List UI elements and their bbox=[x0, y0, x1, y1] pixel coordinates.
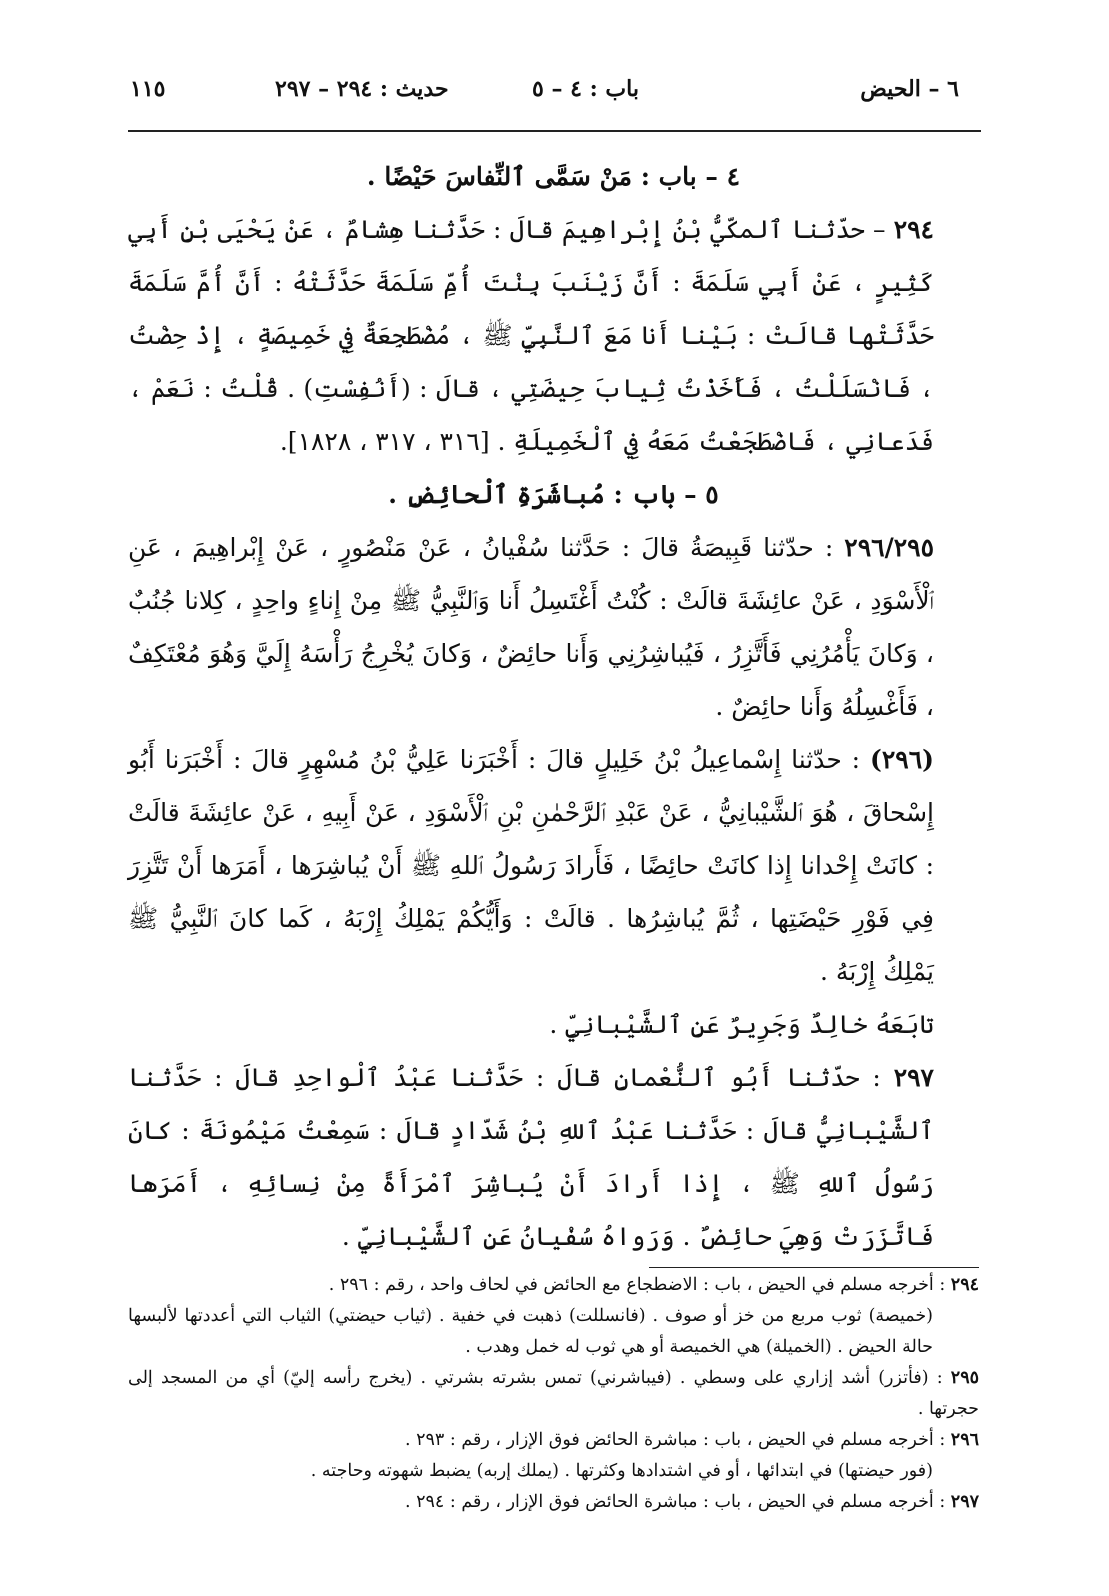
hadith-295-number: ٢٩٦/٢٩٥ bbox=[844, 533, 934, 562]
footnote-295-text: : (فأتزر) أشد إزاري على وسطي . (فيباشرني) تمس بشرته بشرتي . (يخرج رأسه إليّ) أي من المسجد إلى حجرتها . bbox=[128, 1368, 979, 1419]
footnote-297-text: : أخرجه مسلم في الحيض ، باب : مباشرة الحائض فوق الإزار ، رقم : ٢٩٤ . bbox=[404, 1492, 946, 1512]
hadith-296-follow: تابَعَهُ خالِدٌ وَجَرِيرٌ عَنِ ٱلشَّيْبانِيِّ . bbox=[549, 1010, 934, 1039]
hadith-296-text: : حدّثنا إِسْماعِيلُ بْنُ خَلِيلٍ قالَ : أَخْبَرَنا عَلِيُّ بْنُ مُسْهِرٍ قالَ : أَخْبَرَنا أَبُو إِسْحاقَ ، هُوَ ٱلشَّيْبانِيُّ ، عَنْ عَبْدِ ٱلرَّحْمٰنِ بْنِ ٱلْأَسْوَدِ ، عَنْ أَبِيهِ ، عَنْ عائِشَةَ قالَتْ : كانَتْ إِحْدانا إِذا كانَتْ حائِضًا ، فَأَرادَ رَسُولُ ٱللهِ ﷺ أَنْ يُباشِرَها ، أَمَرَها أَنْ تَتَّزِرَ فِي فَوْرِ حَيْضَتِها ، ثُمَّ يُباشِرُها . قالَتْ : وَأَيُّكُمْ يَمْلِكُ إِرْبَهُ ، كَما كانَ ٱلنَّبِيُّ ﷺ يَمْلِكُ إِرْبَهُ . bbox=[128, 745, 934, 986]
hadith-296 bbox=[128, 733, 979, 998]
footnote-294-gloss: (خميصة) ثوب مربع من خز أو صوف . (فانسللت) ذهبت في خفية . (ثياب حيضتي) الثياب التي أعددتها لألبسها حالة الحيض . (الخميلة) هي الخميصة أو هي ثوب له خمل وهدب . bbox=[128, 1306, 933, 1357]
page-number: ١١٥ bbox=[130, 76, 166, 102]
footnote-296-number: ٢٩٦ bbox=[950, 1430, 979, 1450]
footnote-rule bbox=[649, 1267, 979, 1268]
footnote-294 bbox=[128, 1270, 979, 1301]
page-body bbox=[128, 150, 979, 1518]
bab-range: باب : ٤ – ٥ bbox=[532, 76, 639, 102]
footnote-297-number: ٢٩٧ bbox=[950, 1492, 979, 1512]
hadith-294-number: ٢٩٤ bbox=[893, 215, 934, 244]
footnote-294-text: : أخرجه مسلم في الحيض ، باب : الاضطجاع مع الحائض في لحاف واحد ، رقم : ٢٩٦ . bbox=[328, 1275, 946, 1295]
hadith-294-text: – حدّثنا ٱلمكّيُّ بْنُ إِبْراهِيمَ قالَ : حَدَّثنا هِشامٌ ، عَنْ يَحْيَى بْنِ أَبِي كَثِيرٍ ، عَنْ أَبِي سَلَمَةَ : أَنَّ زَيْنَبَ بِنْتَ أُمِّ سَلَمَةَ حَدَّثَتْهُ : أَنَّ أُمَّ سَلَمَةَ حَدَّثَتْها قالَتْ : بَيْنا أَنا مَعَ ٱلنَّبِيِّ ﷺ ، مُضْطَجِعَةٌ فِي خَمِيصَةٍ ، إِذْ حِضْتُ ، فَانْسَلَلْتُ ، فَأَخَذْتُ ثِيابَ حِيضَتِي ، قالَ : (أَنُفِسْتِ) . قُلْتُ : نَعَمْ ، فَدَعانِي ، فَاضْطَجَعْتُ مَعَهُ فِي ٱلْخَمِيلَةِ . [٣١٦ ، ٣١٧ ، ١٨٢٨]. bbox=[128, 215, 934, 456]
footnote-295 bbox=[128, 1363, 979, 1425]
footnotes bbox=[128, 1270, 979, 1518]
hadith-297-number: ٢٩٧ bbox=[893, 1063, 934, 1092]
chapter-title: ٦ – الحيض bbox=[860, 76, 959, 102]
footnote-296 bbox=[128, 1425, 979, 1456]
bab-4-title: ٤ – باب : مَنْ سَمَّى ٱلنِّفاسَ حَيْضًا . bbox=[366, 162, 741, 191]
hadith-297-text: : حدّثنا أَبُو ٱلنُّعْمانِ قالَ : حَدَّثنا عَبْدُ ٱلْواحِدِ قالَ : حَدَّثنا ٱلشَّيْبانِيُّ قالَ : حَدَّثنا عَبْدُ ٱللهِ بْنُ شَدّادٍ قالَ : سَمِعْتُ مَيْمُونَةَ : كانَ رَسُولُ ٱللهِ ﷺ ، إِذا أَرادَ أَنْ يُباشِرَ ٱمْرَأَةً مِنْ نِسائِهِ ، أَمَرَها فَاتَّزَرَتْ وَهِيَ حائِضٌ . وَرَواهُ سُفْيانُ عَنِ ٱلشَّيْبانِيِّ . bbox=[128, 1063, 934, 1251]
hadith-297 bbox=[128, 1051, 979, 1263]
running-header bbox=[130, 76, 979, 116]
footnote-294-number: ٢٩٤ bbox=[950, 1275, 979, 1295]
bab-5-title: ٥ – باب : مُباشَرَةِ ٱلْحائِضِ . bbox=[388, 480, 719, 509]
hadith-294 bbox=[128, 203, 979, 468]
footnote-296-gloss: (فور حيضتها) في ابتدائها ، أو في اشتدادها وكثرتها . (يملك إربه) يضبط شهوته وحاجته . bbox=[310, 1461, 933, 1481]
footnote-295-number: ٢٩٥ bbox=[950, 1368, 979, 1388]
hadith-296-number: (٢٩٦) bbox=[870, 745, 934, 774]
header-rule bbox=[128, 130, 981, 132]
hadith-295 bbox=[128, 521, 979, 733]
hadith-295-text: : حدّثنا قَبِيصَةُ قالَ : حَدَّثنا سُفْيانُ ، عَنْ مَنْصُورٍ ، عَنْ إِبْراهِيمَ ، عَنِ ٱلْأَسْوَدِ ، عَنْ عائِشَةَ قالَتْ : كُنْتُ أَغْتَسِلُ أَنا وَٱلنَّبِيُّ ﷺ مِنْ إِناءٍ واحِدٍ ، كِلانا جُنُبٌ ، وَكانَ يَأْمُرُنِي فَأَتَّزِرُ ، فَيُباشِرُنِي وَأَنا حائِضٌ ، وَكانَ يُخْرِجُ رَأْسَهُ إِلَيَّ وَهُوَ مُعْتَكِفٌ ، فَأَغْسِلُهُ وَأَنا حائِضٌ . bbox=[128, 533, 934, 721]
footnote-297 bbox=[128, 1487, 979, 1518]
footnote-296-text: : أخرجه مسلم في الحيض ، باب : مباشرة الحائض فوق الإزار ، رقم : ٢٩٣ . bbox=[404, 1430, 946, 1450]
main-text bbox=[128, 150, 979, 1263]
hadith-range: حديث : ٢٩٤ – ٢٩٧ bbox=[275, 76, 449, 102]
